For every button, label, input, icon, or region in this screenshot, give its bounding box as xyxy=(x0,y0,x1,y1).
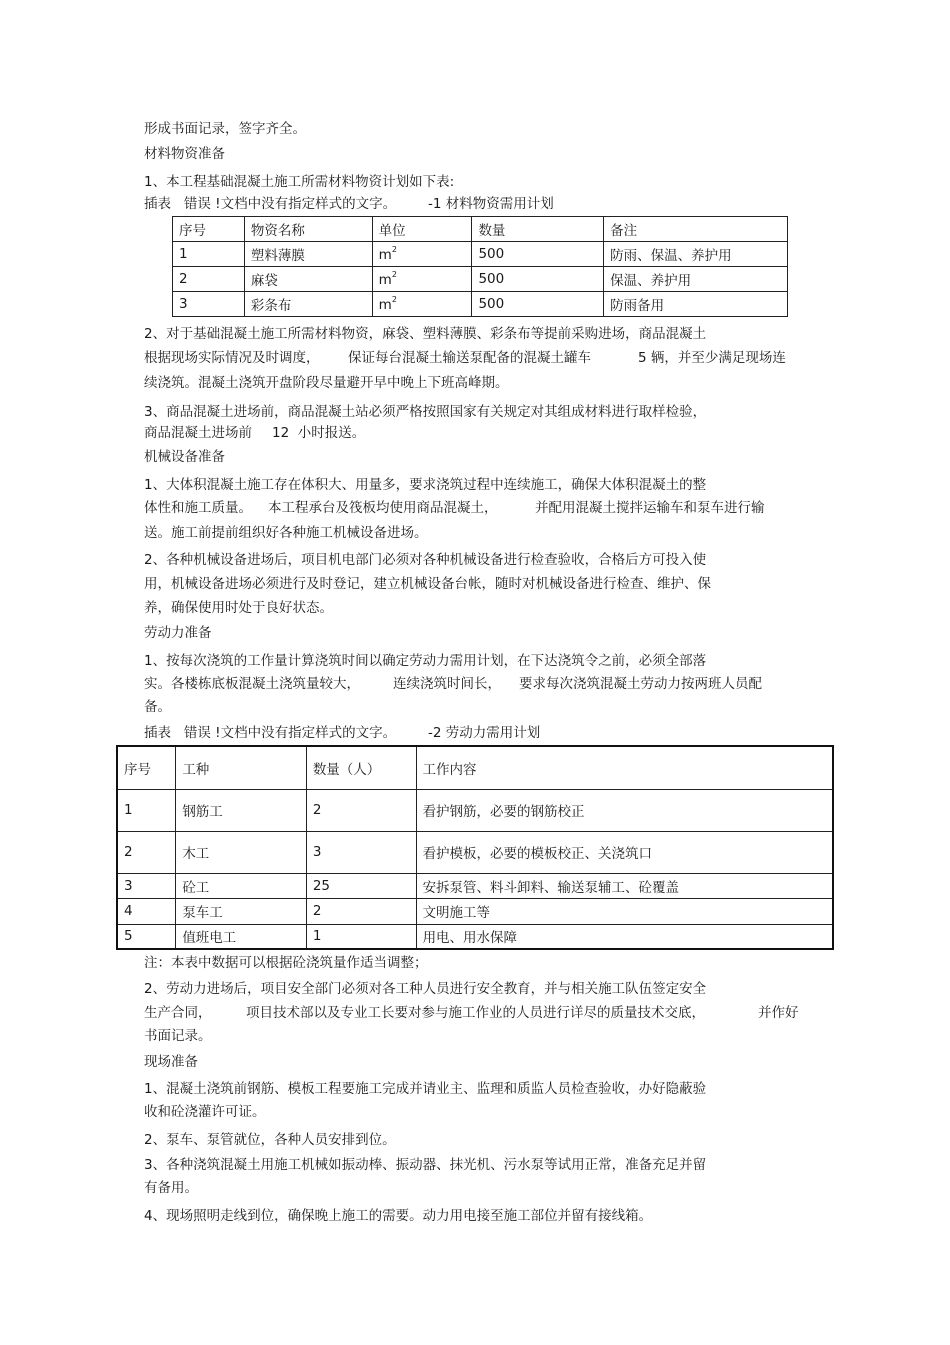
text-line: 4、现场照明走线到位，确保晚上施工的需要。动力用电接至施工部位并留有接线箱。 xyxy=(144,1208,653,1224)
table-cell: 泵车工 xyxy=(176,898,307,924)
text-line: 并配用混凝土搅拌运输车和泵车进行输 xyxy=(535,500,765,516)
table-cell: 看护钢筋，必要的钢筋校正 xyxy=(416,789,833,831)
table-cell: 木工 xyxy=(176,831,307,873)
unit: m xyxy=(378,247,392,263)
text-line: 用，机械设备进场必须进行及时登记，建立机械设备台帐，随时对机械设备进行检查、维护、保 xyxy=(144,576,711,592)
table-cell: 文明施工等 xyxy=(416,898,833,924)
text-line: 有备用。 xyxy=(144,1180,198,1196)
table-cell: 安拆泵管、料斗卸料、输送泵辅工、砼覆盖 xyxy=(416,873,833,898)
text-line: 3、商品混凝土进场前，商品混凝土站必须严格按照国家有关规定对其组成材料进行取样检验， xyxy=(144,404,707,420)
text-line: 12 小时报送。 xyxy=(272,425,366,441)
table2-caption: 插表 错误 !文档中没有指定样式的文字。 xyxy=(144,725,397,741)
text-line: 收和砼浇灌许可证。 xyxy=(144,1104,266,1120)
table-cell: 4 xyxy=(117,898,176,924)
table-row xyxy=(117,831,833,873)
text-line: 养，确保使用时处于良好状态。 xyxy=(144,600,333,616)
table-header-cell: 备注 xyxy=(604,217,788,242)
table-cell xyxy=(372,242,472,267)
table1-caption: 插表 错误 !文档中没有指定样式的文字。 xyxy=(144,196,397,212)
table-cell: 塑料薄膜 xyxy=(244,242,372,267)
table-cell xyxy=(372,267,472,292)
table-cell: 3 xyxy=(306,831,416,873)
table-cell: 保温、养护用 xyxy=(604,267,788,292)
text-line: 1、按每次浇筑的工作量计算浇筑时间以确定劳动力需用计划，在下达浇筑令之前，必须全部落 xyxy=(144,653,707,669)
table-row xyxy=(117,873,833,898)
text-line: 并作好 xyxy=(758,1005,799,1021)
text-line: 2、泵车、泵管就位，各种人员安排到位。 xyxy=(144,1132,396,1148)
table-note: 注：本表中数据可以根据砼浇筑量作适当调整； xyxy=(144,955,428,971)
table-cell xyxy=(372,292,472,317)
text-line: 1、大体积混凝土施工存在体积大、用量多，要求浇筑过程中连续施工，确保大体积混凝土的整 xyxy=(144,477,707,493)
table-header-cell: 数量 xyxy=(472,217,604,242)
text-line: 形成书面记录，签字齐全。 xyxy=(144,121,306,137)
table-cell: 500 xyxy=(472,292,604,317)
text-line: 要求每次浇筑混凝土劳动力按两班人员配 xyxy=(519,676,762,692)
text-line: 3、各种浇筑混凝土用施工机械如振动棒、振动器、抹光机、污水泵等试用正常，准备充足并留 xyxy=(144,1157,707,1173)
section-heading-site: 现场准备 xyxy=(144,1054,198,1070)
unit-exponent: 2 xyxy=(391,245,397,254)
table-cell: 2 xyxy=(306,898,416,924)
text-line: 生产合同， xyxy=(144,1005,212,1021)
table-header-row xyxy=(173,217,788,242)
table-cell: 看护模板，必要的模板校正、关浇筑口 xyxy=(416,831,833,873)
table-header-cell: 单位 xyxy=(372,217,472,242)
table-cell: 砼工 xyxy=(176,873,307,898)
table-cell: 2 xyxy=(306,789,416,831)
labor-table xyxy=(116,745,834,950)
text-line: 5 辆，并至少满足现场连 xyxy=(638,350,786,366)
text-line: 根据现场实际情况及时调度， xyxy=(144,350,320,366)
table-cell: 1 xyxy=(173,242,245,267)
text-line: 保证每台混凝土输送泵配备的混凝土罐车 xyxy=(348,350,591,366)
table-cell: 500 xyxy=(472,267,604,292)
section-heading-machine: 机械设备准备 xyxy=(144,449,225,465)
text-line: 书面记录。 xyxy=(144,1028,212,1044)
unit: m xyxy=(378,272,392,288)
text-line: 送。施工前提前组织好各种施工机械设备进场。 xyxy=(144,525,428,541)
text-line: 本工程承台及筏板均使用商品混凝土， xyxy=(268,500,498,516)
table-row xyxy=(117,789,833,831)
table-cell: 3 xyxy=(117,873,176,898)
table-cell: 值班电工 xyxy=(176,924,307,949)
table-row xyxy=(117,898,833,924)
table-cell: 麻袋 xyxy=(244,267,372,292)
table-header-cell: 物资名称 xyxy=(244,217,372,242)
text-line: 2、劳动力进场后，项目安全部门必须对各工种人员进行安全教育，并与相关施工队伍签定安全 xyxy=(144,981,707,997)
table-header-cell: 序号 xyxy=(173,217,245,242)
table-cell: 3 xyxy=(173,292,245,317)
table-row xyxy=(117,924,833,949)
table-header-cell: 工作内容 xyxy=(416,746,833,789)
text-line: 1、混凝土浇筑前钢筋、模板工程要施工完成并请业主、监理和质监人员检查验收，办好隐蔽验 xyxy=(144,1081,707,1097)
table-row xyxy=(173,242,788,267)
section-heading-labor: 劳动力准备 xyxy=(144,625,212,641)
text-line: 续浇筑。混凝土浇筑开盘阶段尽量避开早中晚上下班高峰期。 xyxy=(144,375,509,391)
text-line: 连续浇筑时间长， xyxy=(393,676,501,692)
table-cell: 用电、用水保障 xyxy=(416,924,833,949)
table-cell: 2 xyxy=(173,267,245,292)
table-header-cell: 序号 xyxy=(117,746,176,789)
table-cell: 5 xyxy=(117,924,176,949)
text-line: 2、对于基础混凝土施工所需材料物资，麻袋、塑料薄膜、彩条布等提前采购进场，商品混凝土 xyxy=(144,326,707,342)
text-line: 体性和施工质量。 xyxy=(144,500,252,516)
text-line: 实。各楼栋底板混凝土浇筑量较大， xyxy=(144,676,360,692)
table-row xyxy=(173,267,788,292)
text-line: 备。 xyxy=(144,699,171,715)
text-line: 2、各种机械设备进场后，项目机电部门必须对各种机械设备进行检查验收，合格后方可投入使 xyxy=(144,552,707,568)
table-cell: 1 xyxy=(306,924,416,949)
table1-caption-suffix: -1 材料物资需用计划 xyxy=(428,196,554,212)
unit-exponent: 2 xyxy=(391,295,397,304)
table-cell: 2 xyxy=(117,831,176,873)
table-cell: 钢筋工 xyxy=(176,789,307,831)
table2-caption-suffix: -2 劳动力需用计划 xyxy=(428,725,541,741)
table-cell: 500 xyxy=(472,242,604,267)
table-cell: 彩条布 xyxy=(244,292,372,317)
text-line: 商品混凝土进场前 xyxy=(144,425,252,441)
unit-exponent: 2 xyxy=(391,270,397,279)
table-cell: 1 xyxy=(117,789,176,831)
table-cell: 25 xyxy=(306,873,416,898)
table-row xyxy=(173,292,788,317)
table-cell: 防雨备用 xyxy=(604,292,788,317)
table-header-cell: 工种 xyxy=(176,746,307,789)
section-heading-material: 材料物资准备 xyxy=(144,146,225,162)
table-header-cell: 数量（人） xyxy=(306,746,416,789)
material-table xyxy=(172,216,788,317)
table-cell: 防雨、保温、养护用 xyxy=(604,242,788,267)
text-line: 项目技术部以及专业工长要对参与施工作业的人员进行详尽的质量技术交底， xyxy=(246,1005,705,1021)
unit: m xyxy=(378,297,392,313)
text-line: 1、本工程基础混凝土施工所需材料物资计划如下表: xyxy=(144,174,455,190)
table-header-row xyxy=(117,746,833,789)
